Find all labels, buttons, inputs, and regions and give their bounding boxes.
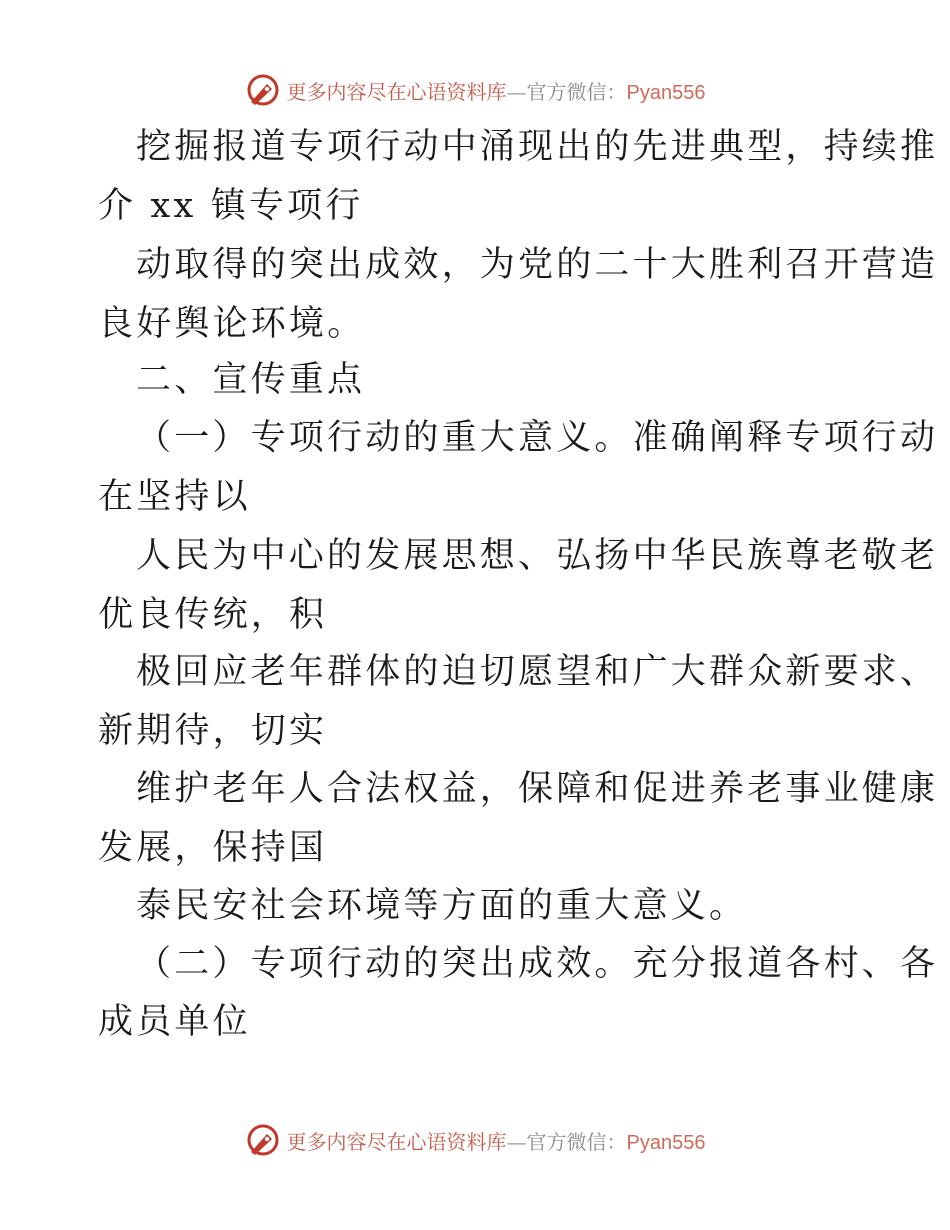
- footer-banner: [0, 1122, 950, 1158]
- text-line: 泰民安社会环境等方面的重大意义。: [136, 886, 748, 926]
- text-line: 优良传统，积: [98, 595, 328, 635]
- text-line: 在坚持以: [98, 477, 251, 517]
- banner-wechat-label: 官方微信：: [526, 1129, 627, 1154]
- banner-text: [287, 76, 706, 105]
- pen-nib-circle-icon: [245, 72, 281, 108]
- banner-dash: —: [506, 79, 527, 104]
- text-line: （一）专项行动的重大意义。准确阐释专项行动: [136, 418, 939, 458]
- banner-wechat-label: 官方微信：: [526, 79, 627, 104]
- text-line: 挖掘报道专项行动中涌现出的先进典型，持续推: [136, 127, 939, 167]
- text-line: （二）专项行动的突出成效。充分报道各村、各: [136, 944, 939, 984]
- banner-dash: —: [506, 1129, 527, 1154]
- banner-main-text: 更多内容尽在心语资料库: [286, 1129, 507, 1154]
- text-line: 极回应老年群体的迫切愿望和广大群众新要求、: [136, 652, 939, 692]
- text-line: 发展，保持国: [98, 828, 328, 868]
- banner-main-text: 更多内容尽在心语资料库: [286, 79, 507, 104]
- text-line: 人民为中心的发展思想、弘扬中华民族尊老敬老: [136, 536, 939, 576]
- text-line: 介 xx 镇专项行: [98, 186, 364, 226]
- text-line: 成员单位: [98, 1002, 251, 1042]
- text-line: 动取得的突出成效，为党的二十大胜利召开营造: [136, 245, 939, 285]
- text-line: 维护老年人合法权益，保障和促进养老事业健康: [136, 769, 939, 809]
- banner-wechat-handle: Pyan556: [626, 81, 706, 104]
- header-banner: [0, 72, 950, 108]
- pen-nib-circle-icon: [245, 1122, 281, 1158]
- text-line: 良好舆论环境。: [98, 304, 366, 344]
- banner-text: [287, 1126, 706, 1155]
- text-line: 新期待，切实: [98, 711, 328, 751]
- banner-wechat-handle: Pyan556: [626, 1131, 706, 1154]
- section-heading: 二、宣传重点: [136, 360, 366, 400]
